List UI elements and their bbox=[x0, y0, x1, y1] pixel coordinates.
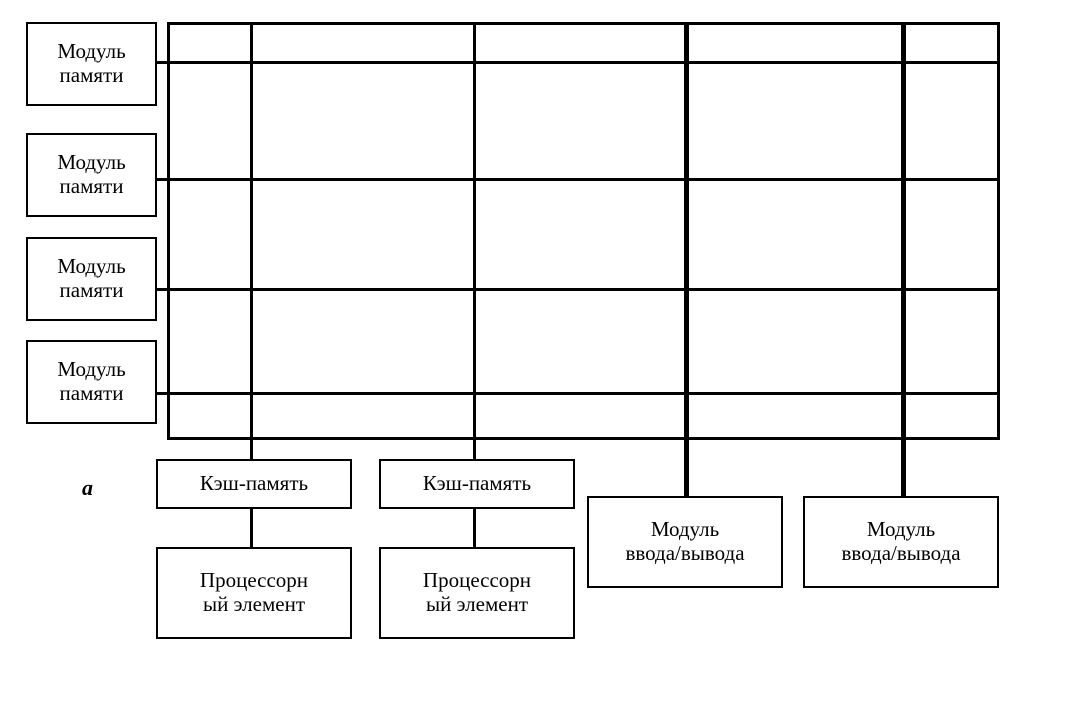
figure-caption: а bbox=[82, 475, 93, 500]
cache-module-2-label: Кэш-память bbox=[422, 471, 532, 496]
memory-module-2[interactable] bbox=[26, 133, 157, 217]
cache-module-1-label: Кэш-память bbox=[199, 471, 309, 496]
memory-module-4[interactable] bbox=[26, 340, 157, 424]
cache-module-1[interactable] bbox=[156, 459, 352, 509]
memory-module-2-label: Модуль памяти bbox=[57, 150, 126, 198]
memory-module-1-label: Модуль памяти bbox=[57, 39, 126, 87]
processor-element-1[interactable] bbox=[156, 547, 352, 639]
memory-bus-line-1 bbox=[155, 61, 1000, 64]
memory-module-3-label: Модуль памяти bbox=[57, 254, 126, 302]
io-module-2[interactable] bbox=[803, 496, 999, 588]
grid-right-border bbox=[997, 22, 1000, 440]
io-module-1-label: Модуль ввода/вывода bbox=[625, 517, 745, 565]
memory-bus-line-2 bbox=[155, 178, 1000, 181]
cache-module-2[interactable] bbox=[379, 459, 575, 509]
memory-module-3[interactable] bbox=[26, 237, 157, 321]
memory-module-4-label: Модуль памяти bbox=[57, 357, 126, 405]
processor-bus-line-1 bbox=[250, 22, 253, 462]
cache-processor-connector-2 bbox=[473, 508, 476, 548]
processor-element-1-label: Процессорн ый элемент bbox=[199, 568, 309, 616]
io-module-1[interactable] bbox=[587, 496, 783, 588]
io-bus-line-2 bbox=[901, 22, 906, 517]
grid-top-border bbox=[167, 22, 1000, 25]
memory-bus-line-3 bbox=[155, 288, 1000, 291]
grid-bottom-border bbox=[167, 437, 1000, 440]
io-module-2-label: Модуль ввода/вывода bbox=[841, 517, 961, 565]
processor-element-2-label: Процессорн ый элемент bbox=[422, 568, 532, 616]
grid-left-border bbox=[167, 22, 170, 440]
processor-bus-line-2 bbox=[473, 22, 476, 462]
memory-module-1[interactable] bbox=[26, 22, 157, 106]
cache-processor-connector-1 bbox=[250, 508, 253, 548]
processor-element-2[interactable] bbox=[379, 547, 575, 639]
io-bus-line-1 bbox=[684, 22, 689, 517]
memory-bus-line-4 bbox=[155, 392, 1000, 395]
